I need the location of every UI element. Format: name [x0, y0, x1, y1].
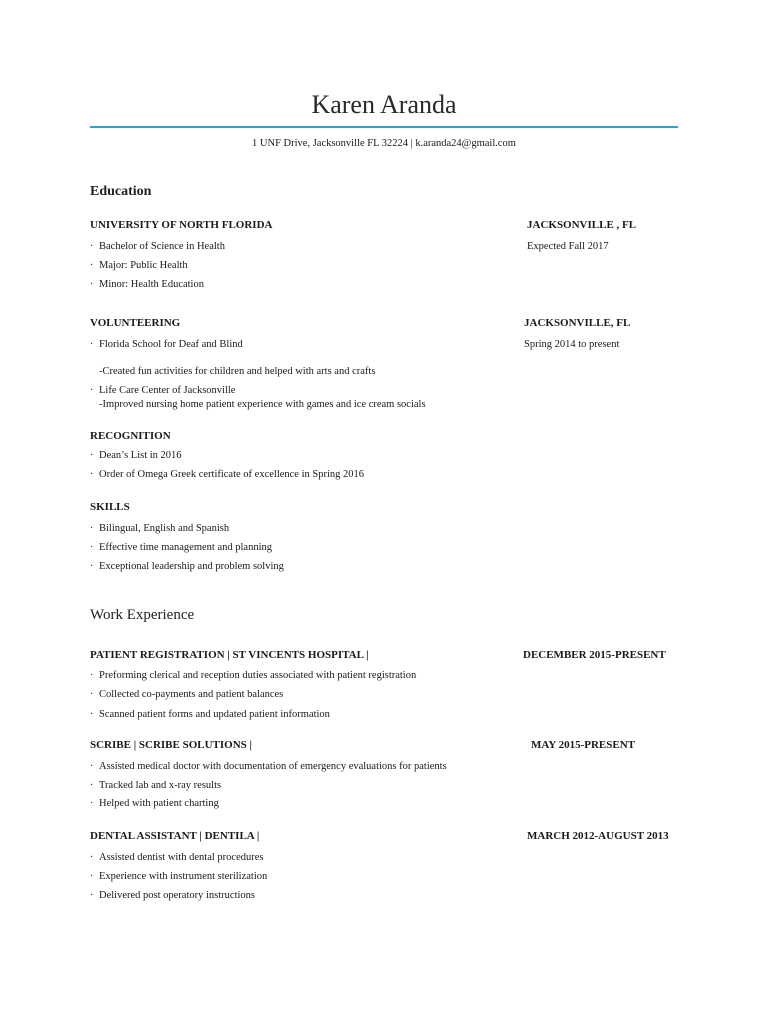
job-date: MARCH 2012-AUGUST 2013	[527, 830, 669, 842]
education-school: UNIVERSITY OF NORTH FLORIDA	[90, 219, 273, 231]
volunteering-location: JACKSONVILLE, FL	[524, 317, 631, 329]
job-item: · Helped with patient charting	[90, 798, 219, 809]
recognition-item: · Order of Omega Greek certificate of excellence in Spring 2016	[90, 469, 365, 480]
contact-info: 1 UNF Drive, Jacksonville FL 32224 | k.aranda24@gmail.com	[252, 138, 516, 149]
job-item: · Scanned patient forms and updated patient information	[90, 709, 330, 720]
job-date: DECEMBER 2015-PRESENT	[523, 649, 666, 661]
job-item: · Assisted dentist with dental procedures	[90, 852, 264, 863]
skills-heading: SKILLS	[90, 501, 130, 513]
education-location: JACKSONVILLE , FL	[527, 219, 637, 231]
job-item: · Assisted medical doctor with documentation of emergency evaluations for patients	[90, 761, 447, 772]
volunteering-heading: VOLUNTEERING	[90, 317, 181, 329]
education-expected: Expected Fall 2017	[527, 241, 609, 252]
skills-item: · Bilingual, English and Spanish	[90, 523, 230, 534]
education-item: · Minor: Health Education	[90, 279, 204, 290]
volunteering-item: · Florida School for Deaf and Blind	[90, 339, 243, 350]
job-item: · Preforming clerical and reception duties associated with patient registration	[90, 670, 417, 681]
job-item: · Tracked lab and x-ray results	[90, 780, 222, 791]
skills-item: · Exceptional leadership and problem solving	[90, 561, 284, 572]
job-item: · Experience with instrument sterilization	[90, 871, 268, 882]
job-title: DENTAL ASSISTANT | DENTILA |	[90, 830, 260, 842]
job-item: · Delivered post operatory instructions	[90, 890, 256, 901]
education-item: · Major: Public Health	[90, 260, 188, 271]
recognition-heading: RECOGNITION	[90, 430, 171, 442]
job-item: · Collected co-payments and patient balances	[90, 689, 284, 700]
resume-name: Karen Aranda	[311, 90, 457, 119]
header-divider	[90, 126, 678, 128]
job-title: SCRIBE | SCRIBE SOLUTIONS |	[90, 739, 252, 751]
job-title: PATIENT REGISTRATION | ST VINCENTS HOSPITAL |	[90, 649, 369, 661]
education-heading: Education	[90, 184, 152, 199]
volunteering-detail: -Improved nursing home patient experience with games and ice cream socials	[99, 399, 426, 410]
job-date: MAY 2015-PRESENT	[531, 739, 636, 751]
volunteering-detail: -Created fun activities for children and helped with arts and crafts	[99, 366, 376, 377]
volunteering-date: Spring 2014 to present	[524, 339, 620, 350]
skills-item: · Effective time management and planning	[90, 542, 272, 553]
recognition-item: · Dean’s List in 2016	[90, 450, 182, 461]
education-item: · Bachelor of Science in Health	[90, 241, 225, 252]
work-heading: Work Experience	[90, 607, 195, 623]
volunteering-item: · Life Care Center of Jacksonville	[90, 385, 236, 396]
